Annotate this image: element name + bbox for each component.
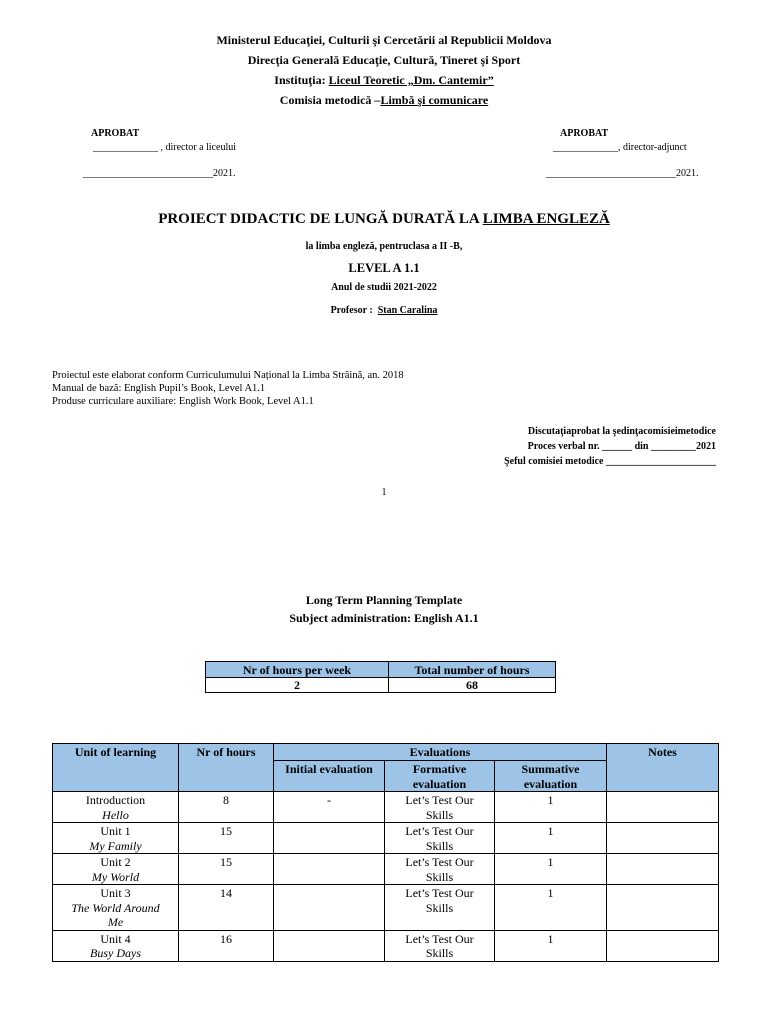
approval-right-title: APROBAT [560,128,609,139]
commission-approval-block [504,424,716,469]
document-title [0,210,768,228]
unit-topic: My Family [89,838,142,853]
ministry-line: Ministerul Educaţiei, Culturii şi Cercetării al Republicii Moldova [216,33,552,47]
planning-title: Long Term Planning Template [305,593,463,607]
references-paragraph [52,369,404,408]
teacher-line [0,304,768,317]
notes-cell [607,854,719,885]
unit-cell [53,930,179,961]
hours-table-header-row [206,662,556,678]
planning-subject: Subject administration: English A1.1 [289,611,479,625]
initial-evaluation-cell [274,854,385,885]
notes-cell [607,823,719,854]
formative-evaluation-header: Formative evaluation [385,761,495,792]
summative-evaluation-header: Summative evaluation [495,761,607,792]
hours-cell: 14 [179,885,274,931]
unit-name: Unit 2 [100,855,131,869]
initial-evaluation-cell [274,823,385,854]
hours-table [205,661,556,693]
hours-cell: 15 [179,854,274,885]
formative-evaluation-cell: Let’s Test Our Skills [385,792,495,823]
teacher-name: Stan Caralina [377,305,438,316]
unit-of-learning-header: Unit of learning [53,744,179,792]
hours-cell: 15 [179,823,274,854]
total-hours-header: Total number of hours [389,662,556,678]
units-table [52,743,719,962]
hours-per-week-value: 2 [206,678,389,693]
approval-right-date: __________________________2021. [546,168,699,179]
formative-evaluation-cell: Let’s Test Our Skills [385,885,495,931]
approval-left-date: __________________________2021. [83,168,236,179]
formative-evaluation-cell: Let’s Test Our Skills [385,930,495,961]
unit-cell [53,885,179,931]
initial-evaluation-cell: - [274,792,385,823]
table-row [53,792,719,823]
unit-name: Unit 1 [100,824,131,838]
commission-line [0,92,768,108]
commission-label: Comisia metodică – [279,93,381,107]
approval-right-signatory: _____________, director-adjunct [553,142,687,153]
teacher-label: Profesor : [330,305,378,316]
unit-name: Unit 3 [100,886,131,900]
unit-topic: My World [91,869,140,884]
page-number: 1 [381,487,387,498]
notes-cell [607,885,719,931]
title-subject: LIMBA ENGLEZĂ [482,211,610,227]
notes-cell [607,930,719,961]
reference-curriculum: Proiectul este elaborat conform Curriculumului Național la Limba Străină, an. 2018 [52,370,404,381]
formative-evaluation-cell: Let’s Test Our Skills [385,823,495,854]
level-label: LEVEL A 1.1 [348,261,420,275]
institution-name: Liceul Teoretic „Dm. Cantemir” [328,73,494,87]
class-subtitle: la limba engleză, pentruclasa a II -B, [305,241,463,252]
table-row [53,930,719,961]
discussed-line: Discutaţiaprobat la şedinţacomisieimetodice [527,426,716,437]
table-row [53,823,719,854]
commission-name: Limbă şi comunicare [380,93,489,107]
hours-cell: 8 [179,792,274,823]
directorate-line: Direcţia Generală Educaţie, Cultură, Tineret şi Sport [247,53,521,67]
summative-evaluation-cell: 1 [495,823,607,854]
nr-of-hours-header: Nr of hours [179,744,274,792]
initial-evaluation-header: Initial evaluation [274,761,385,792]
evaluations-header: Evaluations [274,744,607,761]
reference-workbook: Produse curriculare auxiliare: English Work Book, Level A1.1 [52,396,314,407]
initial-evaluation-cell [274,930,385,961]
hours-cell: 16 [179,930,274,961]
summative-evaluation-cell: 1 [495,930,607,961]
unit-cell [53,792,179,823]
units-header-row [53,744,719,761]
title-prefix: PROIECT DIDACTIC DE LUNGĂ DURATĂ LA [158,211,483,227]
unit-topic: The World Around Me [71,900,160,929]
institution-line [0,72,768,88]
summative-evaluation-cell: 1 [495,885,607,931]
approval-left-signatory: _____________ , director a liceului [93,142,237,153]
total-hours-value: 68 [389,678,556,693]
hours-per-week-header: Nr of hours per week [206,662,389,678]
unit-topic: Hello [102,807,129,822]
approval-left-title: APROBAT [91,128,140,139]
unit-cell [53,823,179,854]
unit-name: Introduction [85,793,146,807]
unit-topic: Busy Days [90,946,141,960]
summative-evaluation-cell: 1 [495,792,607,823]
minutes-line: Proces verbal nr. ______ din _________2021 [527,441,716,452]
commission-head-line: Şeful comisiei metodice ______________________ [504,456,716,467]
table-row [53,854,719,885]
initial-evaluation-cell [274,885,385,931]
unit-cell [53,854,179,885]
notes-cell [607,792,719,823]
table-row [53,885,719,931]
formative-evaluation-cell: Let’s Test Our Skills [385,854,495,885]
reference-manual: Manual de bază: English Pupil’s Book, Level A1.1 [52,383,266,394]
summative-evaluation-cell: 1 [495,854,607,885]
unit-name: Unit 4 [100,931,131,946]
hours-table-row [206,678,556,693]
institution-label: Instituţia: [274,73,329,87]
notes-header: Notes [607,744,719,792]
school-year: Anul de studii 2021-2022 [331,282,437,293]
